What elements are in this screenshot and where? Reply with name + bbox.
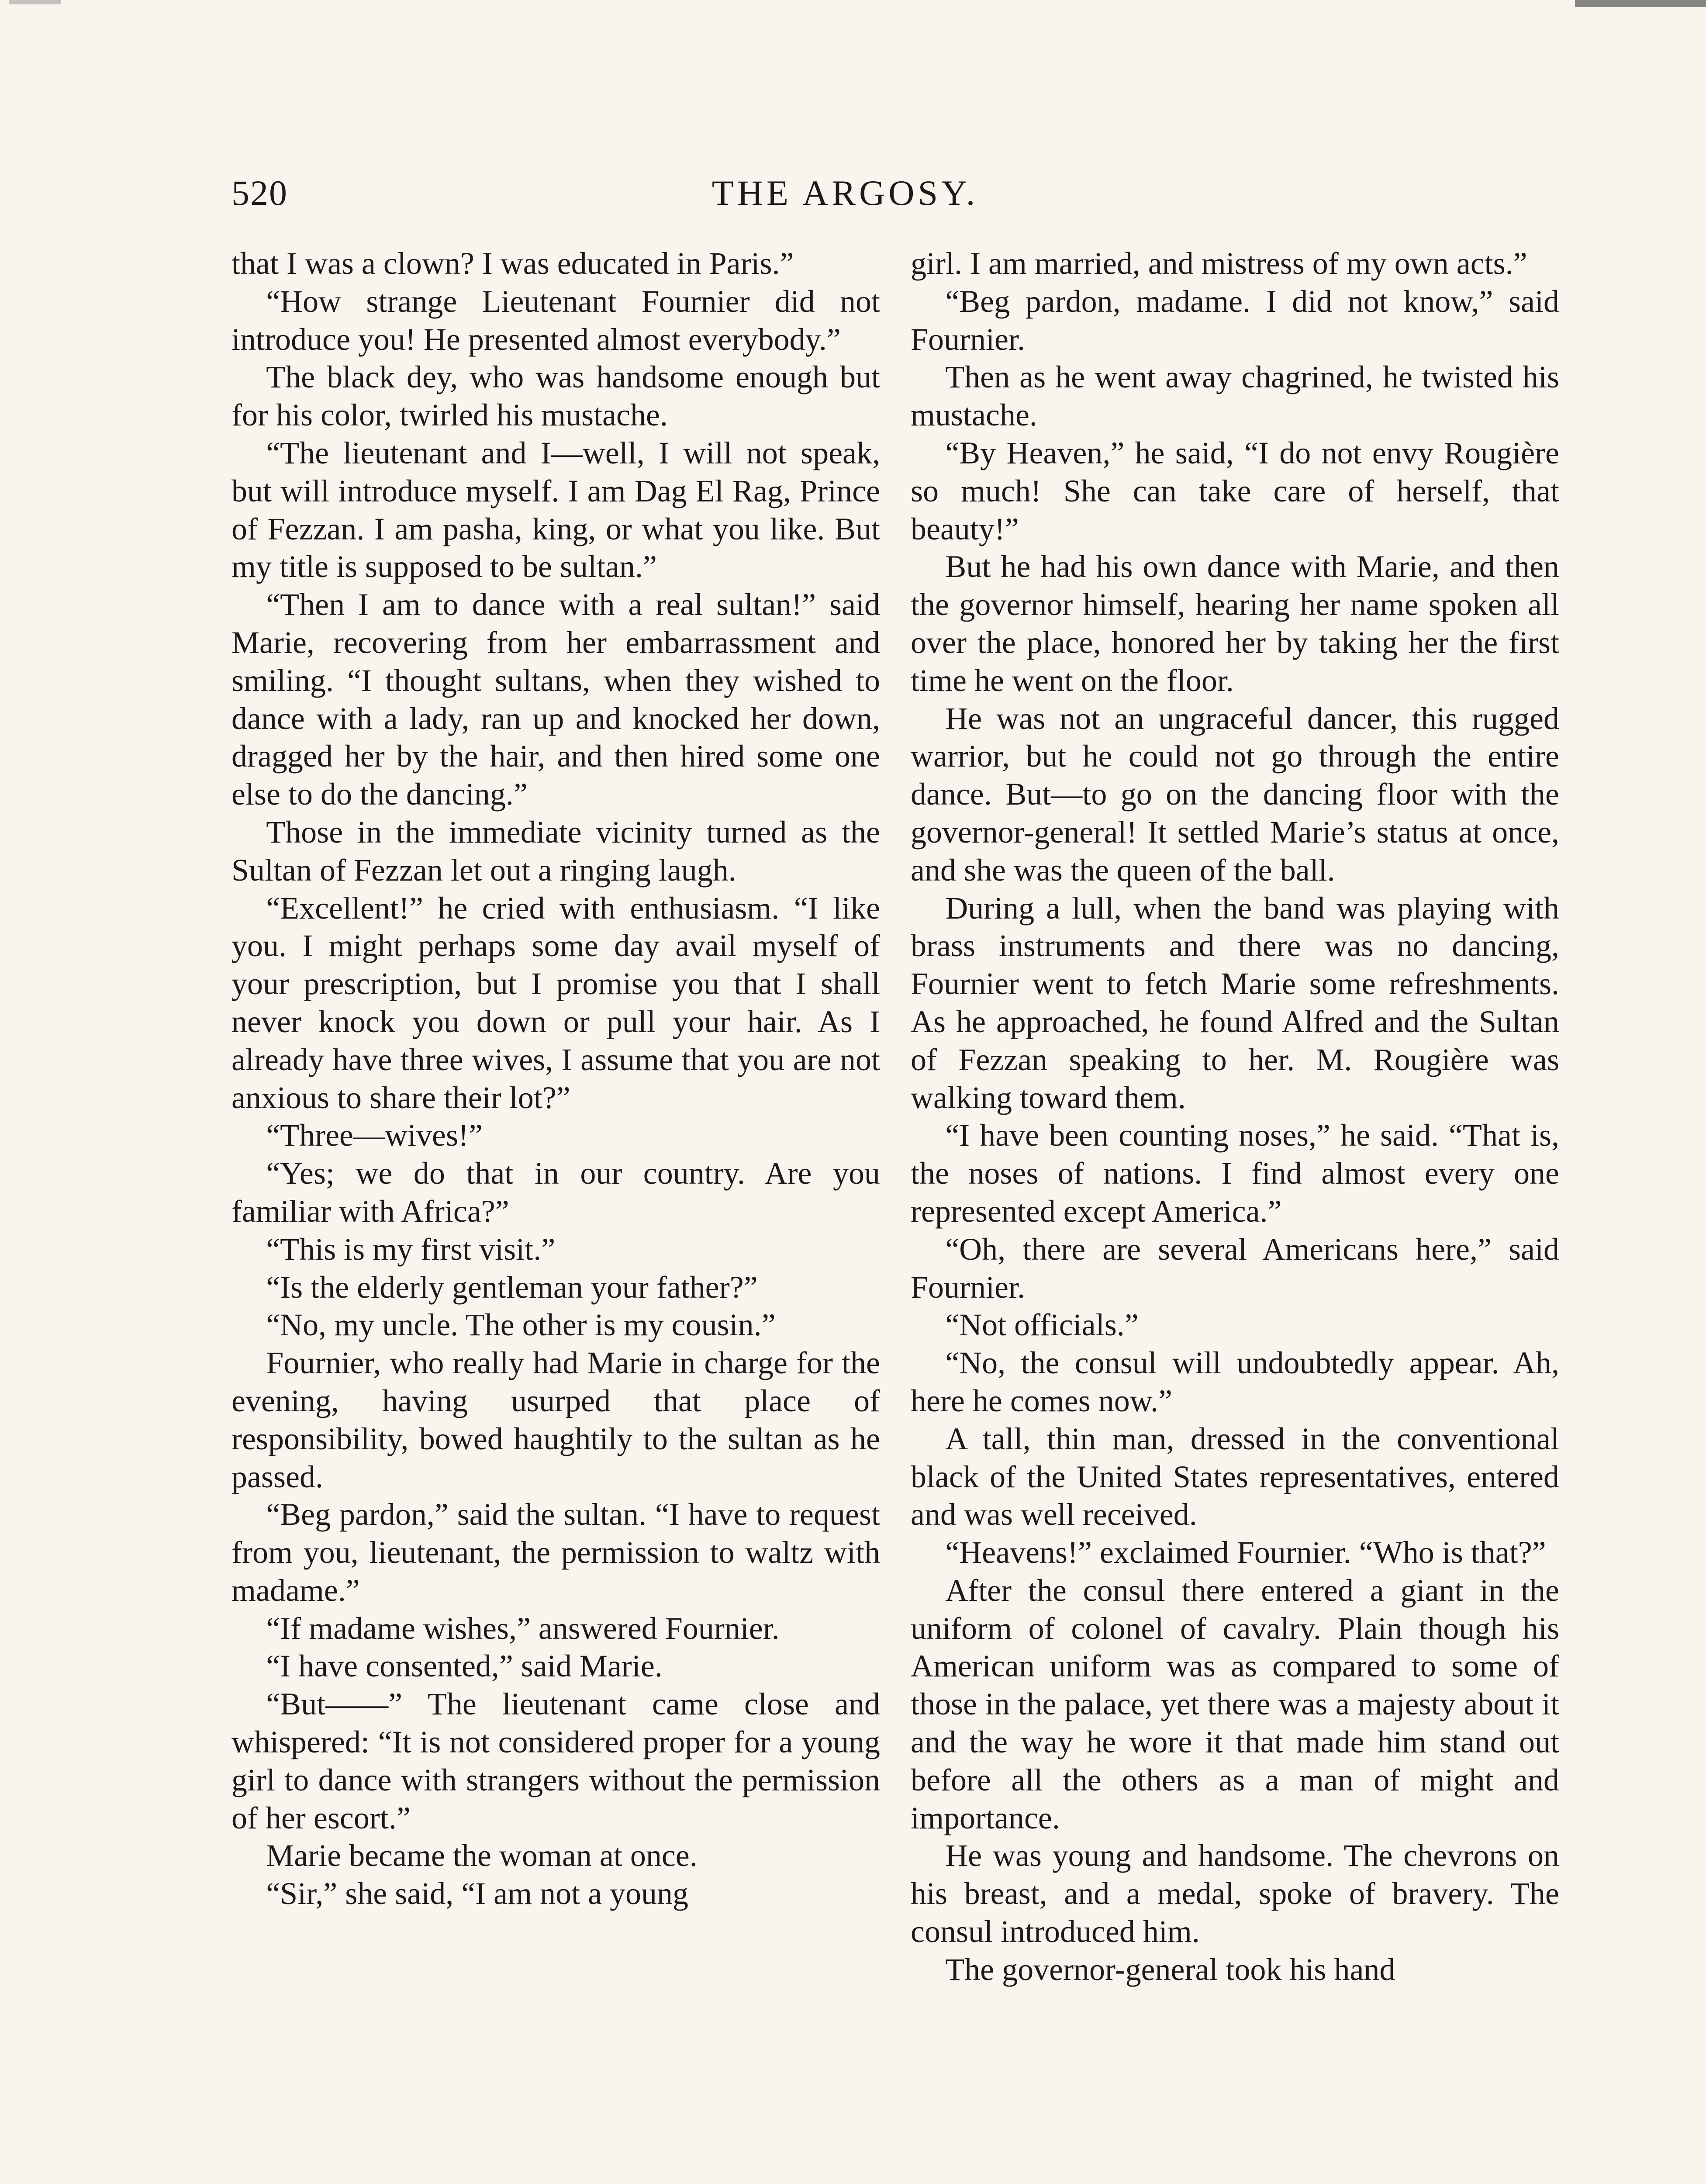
paragraph: Then as he went away chagrined, he twisted his mustache. [911,359,1559,433]
paragraph: “I have been counting noses,” he said. “That is, the noses of nations. I find almost every one represented except America.” [911,1118,1559,1229]
paragraph: Fournier, who really had Marie in charge for the evening, having usurped that place of responsibility, bowed haughtily to the sultan as he passed. [231,1345,880,1494]
paragraph: “Yes; we do that in our country. Are you familiar with Africa?” [231,1156,880,1229]
paragraph: After the consul there entered a giant in the uniform of colonel of cavalry. Plain though his American uniform was as compared to some of those in the palace, yet there was a majesty about it and the way he wore it that made him stand out before all the others as a man of might and importance. [911,1572,1559,1835]
paragraph: “Excellent!” he cried with enthusiasm. “I like you. I might perhaps some day avail myself of your prescription, but I promise you that I shall never knock you down or pull your hair. As I already have three wives, I assume that you are not anxious to share their lot?” [231,890,880,1115]
paragraph: He was young and handsome. The chevrons on his breast, and a medal, spoke of bravery. The consul introduced him. [911,1838,1559,1949]
paragraph: Marie became the woman at once. [266,1838,698,1873]
paragraph: “Oh, there are several Americans here,” said Fournier. [911,1231,1559,1305]
paragraph: “Beg pardon, madame. I did not know,” said Fournier. [911,283,1559,357]
page-header [231,173,1459,225]
paragraph: The governor-general took his hand [945,1952,1395,1987]
paragraph: “Heavens!” exclaimed Fournier. “Who is that?” [945,1535,1546,1570]
paragraph: “I have consented,” said Marie. [266,1648,663,1684]
paragraph: “Then I am to dance with a real sultan!” said Marie, recovering from her embarrassment and smiling. “I thought sultans, when they wished to dance with a lady, ran up and knocked her down, dragged her by the hair, and then hired some one else to do the dancing.” [231,587,880,812]
paragraph: “The lieutenant and I—well, I will not speak, but will introduce myself. I am Dag El Rag, Prince of Fezzan. I am pasha, king, or what you like. But my title is supposed to be sultan.” [231,435,880,584]
scan-artifact-top-left [9,0,61,4]
paragraph: “No, the consul will undoubtedly appear. Ah, here he comes now.” [911,1345,1559,1418]
paragraph: “Sir,” she said, “I am not a young [266,1876,689,1911]
paragraph: “How strange Lieutenant Fournier did not introduce you! He presented almost everybody.” [231,283,880,357]
page-number: 520 [231,173,288,213]
running-head: THE ARGOSY. [711,173,979,213]
paragraph: He was not an ungraceful dancer, this rugged warrior, but he could not go through the entire dance. But—to go on the dancing floor with the governor-general! It settled Marie’s status at once, and she was the queen of the ball. [911,701,1559,888]
paragraph: Those in the immediate vicinity turned as the Sultan of Fezzan let out a ringing laugh. [231,814,880,888]
paragraph: “Is the elderly gentleman your father?” [266,1269,758,1305]
paragraph: “No, my uncle. The other is my cousin.” [266,1307,776,1343]
left-column [231,245,880,1913]
paragraph: that I was a clown? I was educated in Paris.” [231,246,794,281]
paragraph: “This is my first visit.” [266,1231,556,1267]
paragraph: “By Heaven,” he said, “I do not envy Rougière so much! She can take care of herself, that beauty!” [911,435,1559,546]
paragraph: The black dey, who was handsome enough but for his color, twirled his mustache. [231,359,880,433]
paragraph: “But——” The lieutenant came close and whispered: “It is not considered proper for a young girl to dance with strangers without the permission of her escort.” [231,1686,880,1835]
paragraph: girl. I am married, and mistress of my own acts.” [911,246,1527,281]
paragraph: But he had his own dance with Marie, and then the governor himself, hearing her name spoken all over the place, honored her by taking her the first time he went on the floor. [911,549,1559,698]
paragraph: “Three—wives!” [266,1118,483,1153]
paragraph: “If madame wishes,” answered Fournier. [266,1610,780,1646]
scan-artifact-top-right [1575,0,1706,7]
right-column [911,245,1559,1989]
paragraph: “Not officials.” [945,1307,1139,1343]
paragraph: During a lull, when the band was playing with brass instruments and there was no dancing, Fournier went to fetch Marie some refreshments. As he approached, he found Alfred and the Sultan of Fezzan speaking to her. M. Rougière was walking toward them. [911,890,1559,1115]
paragraph: “Beg pardon,” said the sultan. “I have to request from you, lieutenant, the permission to waltz with madame.” [231,1497,880,1608]
paragraph: A tall, thin man, dressed in the conventional black of the United States representatives, entered and was well received. [911,1421,1559,1532]
